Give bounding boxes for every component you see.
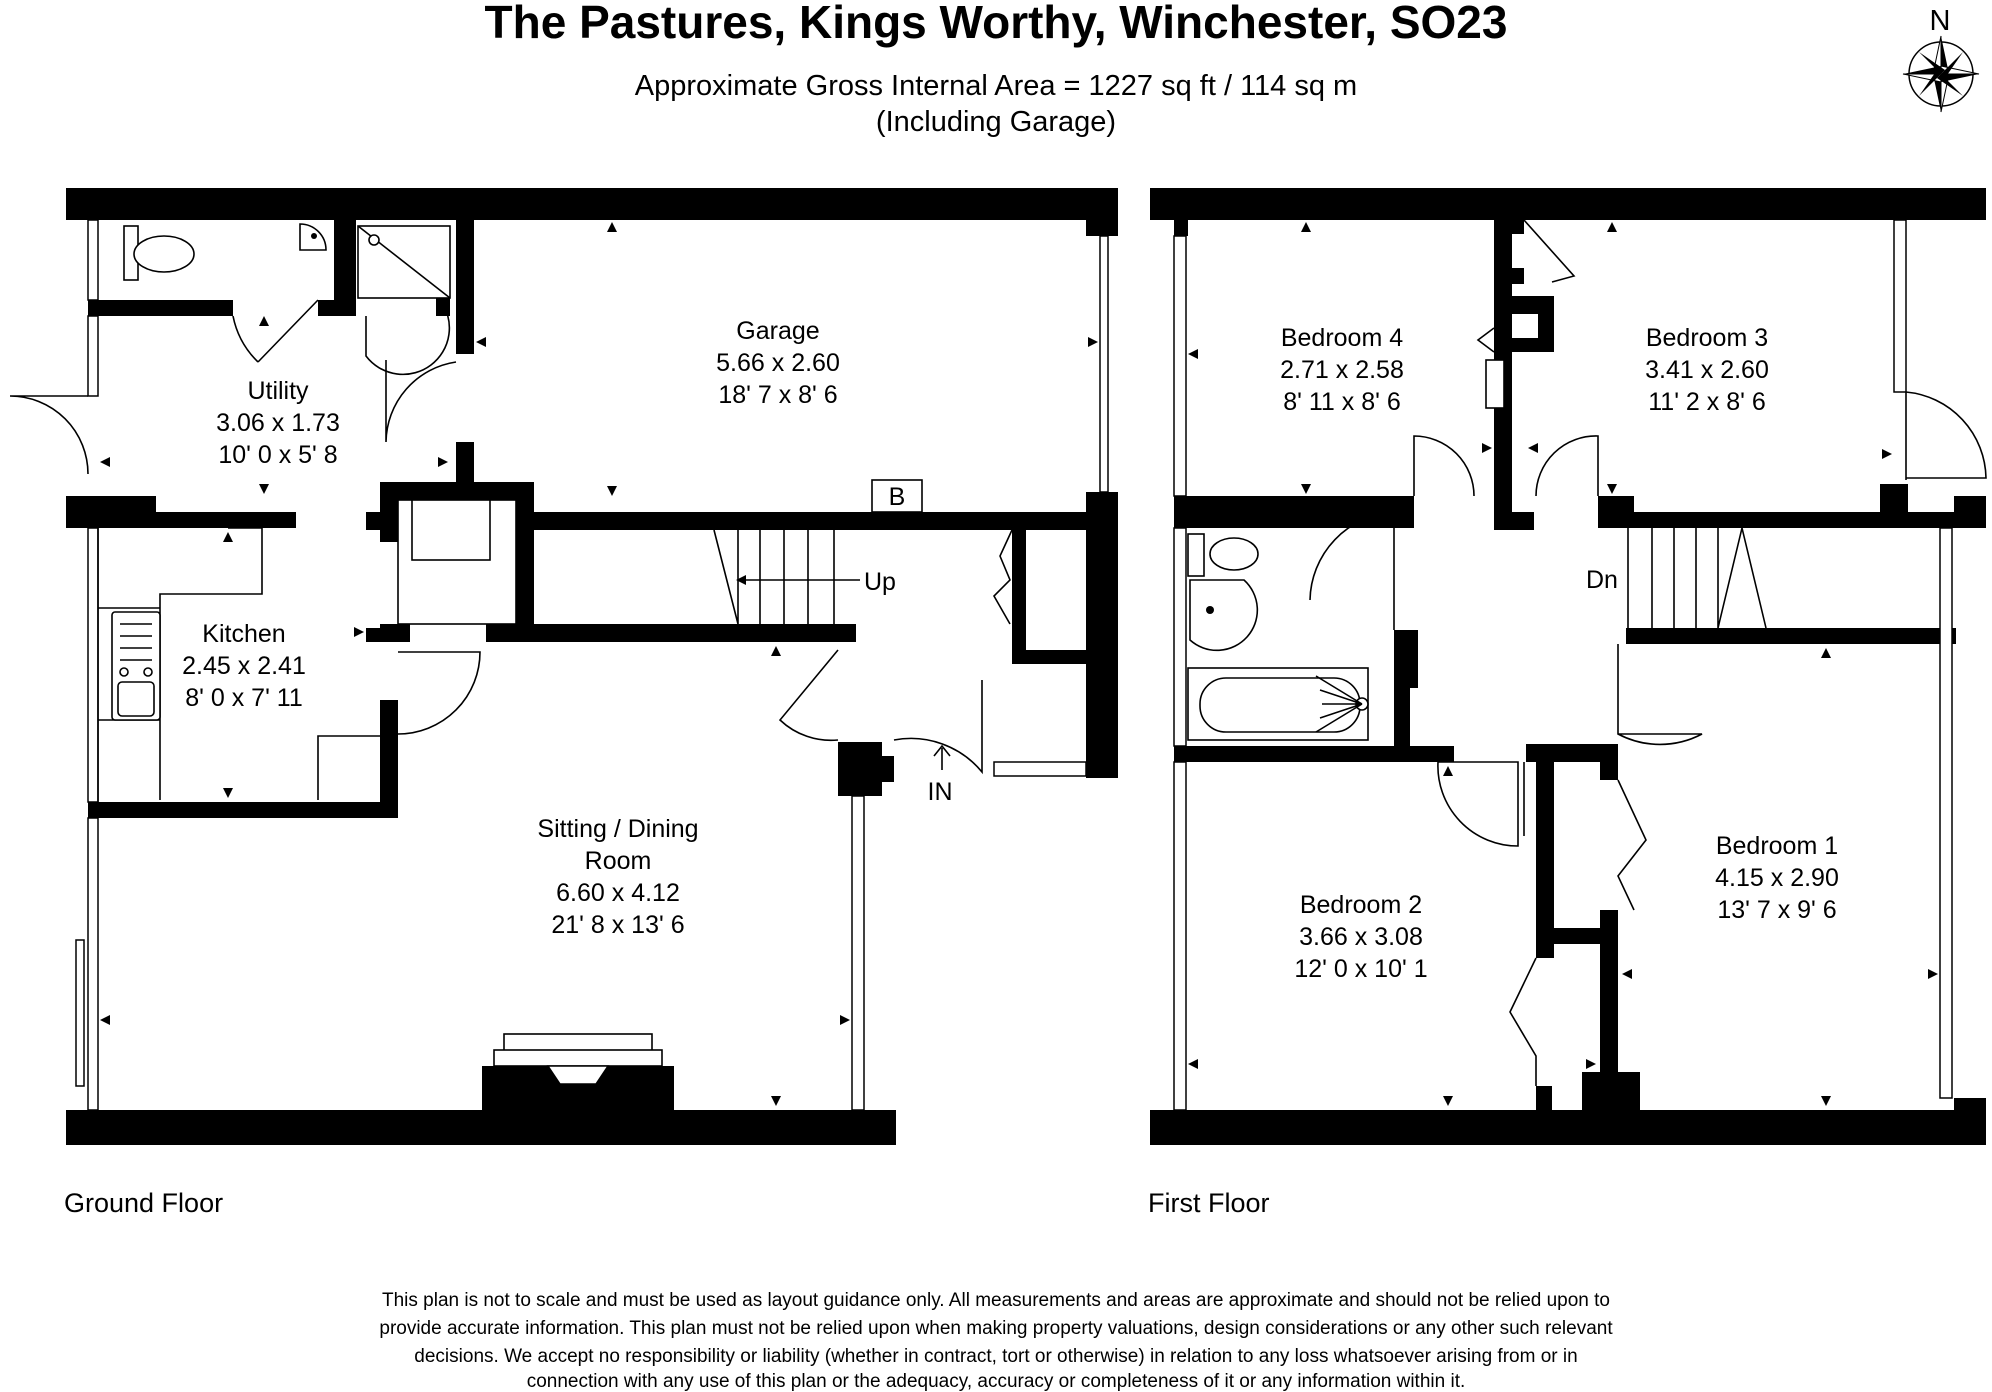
area-summary: Approximate Gross Internal Area = 1227 sq ft / 114 sq m (634, 70, 1358, 102)
wall (1896, 512, 1954, 528)
wall (486, 624, 856, 642)
utility-door (386, 360, 456, 442)
sink-icon (112, 612, 160, 720)
toilet-icon (124, 226, 194, 280)
wall (1954, 1098, 1986, 1145)
window (88, 818, 98, 1110)
wall (1634, 512, 1880, 528)
kitchen-metric: 2.45 x 2.41 (182, 652, 306, 680)
wall (1494, 338, 1554, 352)
window (1174, 236, 1186, 496)
wall (516, 482, 534, 642)
bedroom1-door (1618, 644, 1702, 744)
wall (1582, 1072, 1640, 1110)
kitchen-name: Kitchen (202, 620, 286, 648)
wall (66, 496, 156, 528)
wall (1150, 1110, 1986, 1145)
bedroom1-metric: 4.15 x 2.90 (1715, 864, 1839, 892)
wall (1174, 220, 1188, 236)
boiler-label: B (888, 483, 906, 511)
staircase-down (1628, 528, 1766, 628)
basin-icon (300, 224, 326, 250)
wall (334, 220, 356, 316)
wall (380, 700, 398, 818)
ground-floor-plan (10, 188, 1118, 1218)
wall (156, 512, 296, 528)
north-label: N (1929, 5, 1951, 37)
window (1100, 236, 1108, 492)
wall (882, 756, 894, 782)
wall (1512, 220, 1524, 234)
wall (366, 512, 380, 530)
window (1174, 762, 1186, 1110)
disclaimer (379, 1290, 1613, 1392)
window (1894, 220, 1906, 392)
window (88, 528, 98, 802)
wall (1600, 744, 1618, 780)
window (852, 796, 864, 1110)
sitting-metric: 6.60 x 4.12 (556, 879, 680, 907)
sitting-name-line1: Sitting / Dining (537, 815, 699, 843)
window (1940, 528, 1952, 1098)
bedroom4-door (1414, 436, 1474, 496)
compass-rose-icon (1903, 5, 1979, 112)
wall (1150, 188, 1986, 220)
balcony-door (1906, 392, 1986, 480)
wall (380, 482, 398, 542)
stairs-down-label: Dn (1586, 566, 1618, 594)
wall (66, 1110, 896, 1145)
wall (66, 188, 1118, 220)
utility-name: Utility (247, 377, 309, 405)
bedroom3-metric: 3.41 x 2.60 (1645, 356, 1769, 384)
wall (1598, 496, 1634, 528)
wall (1100, 762, 1118, 778)
kitchen-imperial: 8' 0 x 7' 11 (185, 684, 303, 712)
wall (456, 220, 474, 354)
first-floor-plan (1148, 188, 1986, 1218)
sitting-imperial: 21' 8 x 13' 6 (551, 911, 685, 939)
wall (1174, 496, 1414, 528)
disclaimer-line: decisions. We accept no responsibility or liability (whether in contract, tort or otherwise) in relation to any loss whatsoever arising from or in (414, 1346, 1578, 1367)
wall (1536, 1086, 1552, 1110)
wall (456, 442, 474, 482)
first-floor-label: First Floor (1148, 1188, 1270, 1218)
bedroom4-name: Bedroom 4 (1280, 324, 1404, 352)
garage-metric: 5.66 x 2.60 (716, 349, 840, 377)
window (1174, 528, 1186, 746)
window (88, 316, 98, 396)
garage-imperial: 18' 7 x 8' 6 (718, 381, 838, 409)
bedroom1-imperial: 13' 7 x 9' 6 (1717, 896, 1837, 924)
utility-imperial: 10' 0 x 5' 8 (218, 441, 338, 469)
wall (1536, 928, 1606, 944)
wall (1012, 650, 1092, 664)
sitting-name-line2: Room (584, 847, 652, 875)
utility-metric: 3.06 x 1.73 (216, 409, 340, 437)
staircase-up (714, 530, 860, 624)
entrance-arrow-icon (934, 746, 950, 770)
wall (1954, 496, 1986, 528)
garage-name: Garage (736, 317, 820, 345)
cupboard-shelf (412, 500, 490, 560)
wc-door (233, 300, 318, 362)
bath-icon (1188, 668, 1368, 740)
toilet-icon (1188, 534, 1258, 576)
wall (366, 628, 380, 642)
wall (1536, 744, 1554, 958)
disclaimer-line: connection with any use of this plan or the adequacy, accuracy or completeness of it or any information within it. (526, 1371, 1466, 1392)
cupboard-door (994, 530, 1012, 624)
wall (1174, 746, 1454, 762)
bedroom3-door (1536, 436, 1598, 496)
area-note: (Including Garage) (875, 106, 1117, 138)
bedroom2-name: Bedroom 2 (1299, 891, 1423, 919)
hall-door (780, 650, 838, 740)
shower-tray-icon (358, 226, 450, 298)
wall (380, 624, 398, 642)
wall (1012, 530, 1026, 650)
wall (88, 802, 398, 818)
wall (1512, 268, 1524, 284)
window (88, 220, 98, 300)
wall (380, 482, 534, 500)
bedroom4-metric: 2.71 x 2.58 (1280, 356, 1404, 384)
wall (534, 512, 1118, 530)
bedroom1-name: Bedroom 1 (1715, 832, 1839, 860)
bedroom3-name: Bedroom 3 (1645, 324, 1769, 352)
kitchen-door (398, 652, 480, 734)
ground-floor-label: Ground Floor (64, 1188, 224, 1218)
bedroom4-imperial: 8' 11 x 8' 6 (1283, 388, 1401, 416)
wall (1086, 492, 1118, 778)
entrance-label: IN (927, 778, 953, 806)
bedroom3-imperial: 11' 2 x 8' 6 (1648, 388, 1766, 416)
window (994, 762, 1086, 776)
patio-door (76, 940, 84, 1086)
side-door (10, 396, 88, 474)
wardrobe-doors (1618, 780, 1646, 910)
basin-icon (1190, 580, 1257, 650)
wall (1394, 630, 1418, 688)
wall (1086, 188, 1118, 236)
disclaimer-line: This plan is not to scale and must be used as layout guidance only. All measurements and areas are approximate and should not be relied upon to (381, 1290, 1611, 1311)
bathroom-door (1310, 512, 1394, 630)
disclaimer-line: provide accurate information. This plan must not be relied upon when making property valuations, design considerations or any other such relevant (379, 1318, 1613, 1339)
stairs-up-label: Up (864, 568, 896, 596)
wall (1626, 628, 1956, 644)
wall (1494, 512, 1534, 530)
wall (88, 300, 233, 316)
front-door (894, 680, 982, 772)
wall (838, 742, 882, 796)
wardrobe-doors (1510, 958, 1536, 1086)
bedroom2-metric: 3.66 x 3.08 (1299, 923, 1423, 951)
plan-title: The Pastures, Kings Worthy, Winchester, SO23 (484, 0, 1508, 48)
bedroom2-imperial: 12' 0 x 10' 1 (1294, 955, 1428, 983)
